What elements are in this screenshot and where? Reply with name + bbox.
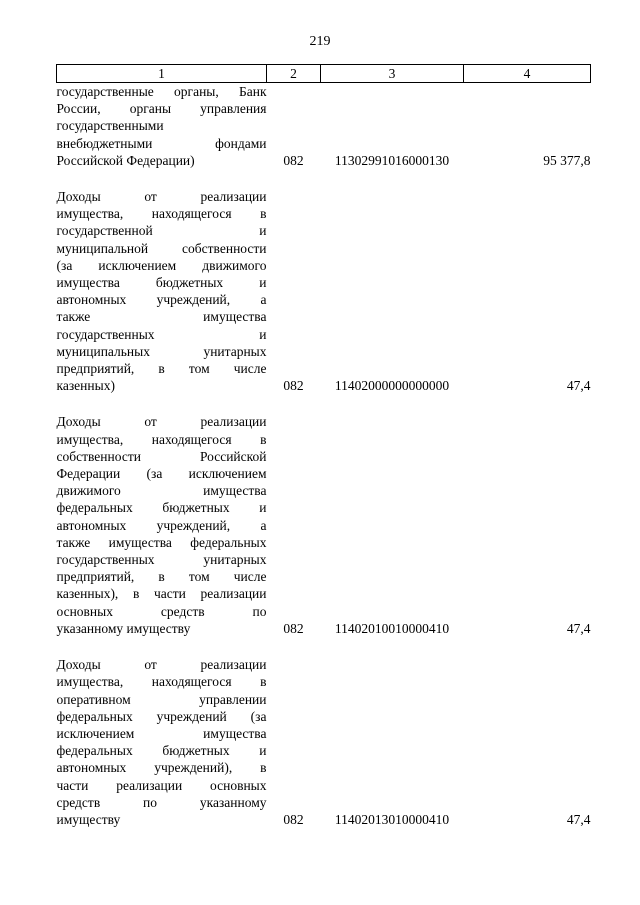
description-line: внебюджетными фондами [56, 135, 267, 151]
description-line: федеральных бюджетных и [56, 743, 267, 759]
budget-classification-code: 11402000000000000 [334, 378, 450, 394]
description-line: оперативном управлении [56, 691, 267, 707]
description-line-last: Российской Федерации) [56, 152, 195, 168]
budget-classification-code: 11402013010000410 [334, 811, 450, 827]
description-line-last: казенных) [56, 378, 115, 394]
column-header-2: 2 [267, 65, 321, 83]
table-row [57, 188, 591, 394]
description-line: автономных учреждений, а [56, 292, 267, 308]
description-line: государственные органы, Банк [56, 84, 267, 99]
amount-value: 95 377,8 [543, 152, 591, 168]
table-body [57, 83, 591, 829]
description-line: Федерации (за исключением [56, 466, 267, 482]
description-line: имущества, находящегося в [56, 674, 267, 690]
description-line: муниципальных унитарных [56, 343, 267, 359]
description-line: муниципальной собственности [56, 240, 267, 256]
row-spacer [57, 169, 591, 188]
description-line: также имущества [56, 309, 267, 325]
description-line: предприятий, в том числе [56, 361, 267, 377]
row-spacer [57, 394, 591, 413]
description-line: Доходы от реализации [56, 189, 267, 205]
amount-value: 47,4 [566, 811, 591, 827]
amount-value: 47,4 [566, 620, 591, 636]
administrator-code: 082 [283, 811, 304, 827]
description-line: также имущества федеральных [56, 534, 267, 550]
table-row [57, 83, 591, 170]
administrator-code: 082 [283, 378, 304, 394]
description-line: (за исключением движимого [56, 257, 267, 273]
description-line: государственных и [56, 326, 267, 342]
budget-classification-code: 11402010010000410 [334, 620, 450, 636]
description-line: автономных учреждений, а [56, 517, 267, 533]
description-line-last: имуществу [56, 811, 121, 827]
description-line: движимого имущества [56, 483, 267, 499]
description-line: исключением имущества [56, 725, 267, 741]
description-line: государственных унитарных [56, 552, 267, 568]
description-line: средств по указанному [56, 794, 267, 810]
table-row [57, 656, 591, 828]
description-line: федеральных учреждений (за [56, 708, 267, 724]
description-line: федеральных бюджетных и [56, 500, 267, 516]
description-line: собственности Российской [56, 448, 267, 464]
budget-revenue-table [56, 64, 591, 828]
description-line: части реализации основных [56, 777, 267, 793]
description-line: имущества, находящегося в [56, 206, 267, 222]
description-line: Доходы от реализации [56, 657, 267, 673]
revenue-description [57, 656, 267, 828]
description-line: предприятий, в том числе [56, 569, 267, 585]
page-number: 219 [309, 34, 331, 49]
description-line: имущества, находящегося в [56, 431, 267, 447]
administrator-code: 082 [283, 620, 304, 636]
column-header-3: 3 [321, 65, 464, 83]
description-line: России, органы управления [56, 101, 267, 117]
description-line: государственной и [56, 223, 267, 239]
description-line: Доходы от реализации [56, 414, 267, 430]
description-line: имущества бюджетных и [56, 275, 267, 291]
table-header-row [57, 65, 591, 83]
description-line: государственными [56, 118, 164, 134]
column-header-1: 1 [57, 65, 267, 83]
revenue-description [57, 188, 267, 394]
amount-value: 47,4 [566, 378, 591, 394]
description-line: основных средств по [56, 603, 267, 619]
description-line: автономных учреждений), в [56, 760, 267, 776]
revenue-description [57, 413, 267, 637]
administrator-code: 082 [283, 152, 304, 168]
table-row [57, 413, 591, 637]
column-header-4: 4 [464, 65, 591, 83]
description-line-last: указанному имуществу [56, 620, 191, 636]
row-spacer [57, 637, 591, 656]
description-line: казенных), в части реализации [56, 586, 267, 602]
revenue-description [57, 83, 267, 170]
budget-classification-code: 11302991016000130 [334, 152, 450, 168]
